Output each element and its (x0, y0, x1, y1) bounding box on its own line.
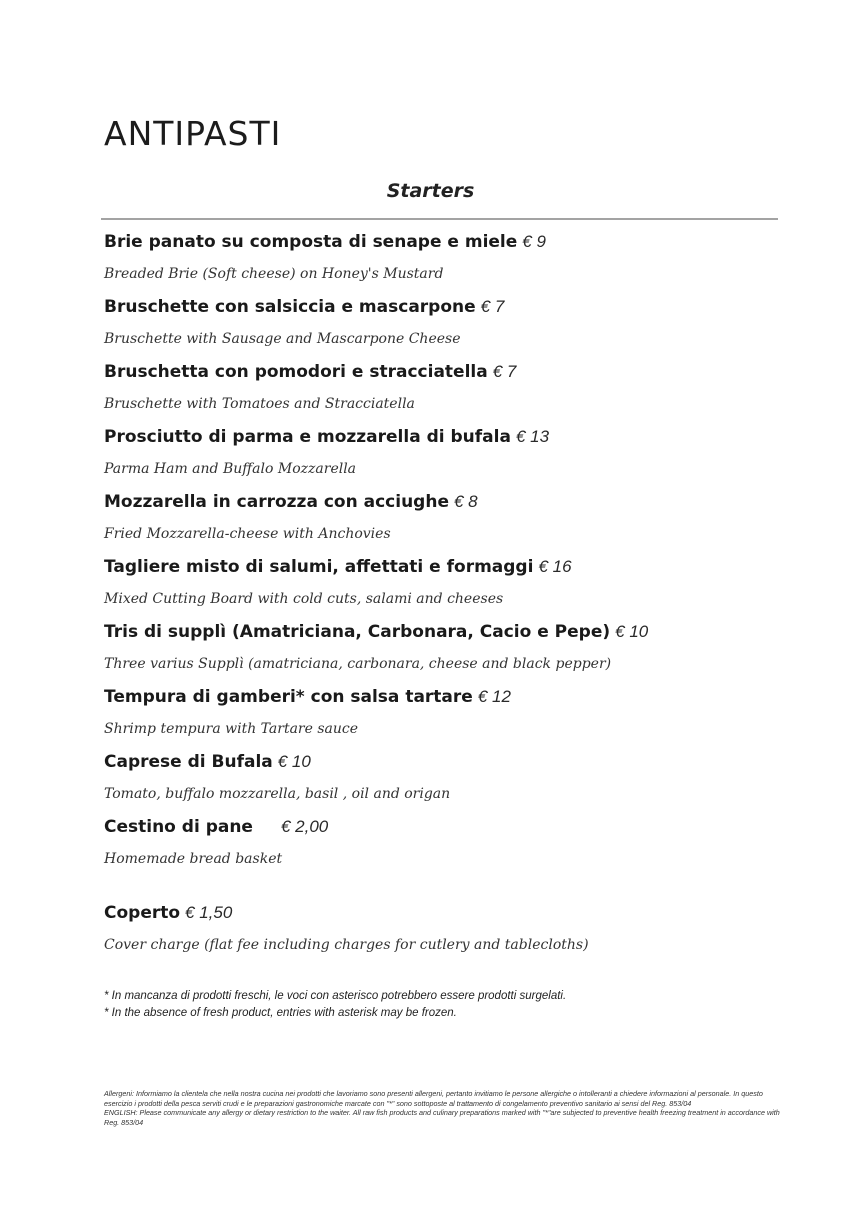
item-name: Cestino di pane (104, 817, 253, 837)
item-name: Tempura di gamberi* con salsa tartare (104, 687, 473, 707)
item-description: Homemade bread basket (104, 851, 283, 867)
item-description: Shrimp tempura with Tartare sauce (104, 721, 359, 737)
frozen-notes (104, 988, 566, 1022)
cover-charge (104, 900, 804, 965)
item-name: Tagliere misto di salumi, affettati e formaggi (104, 557, 534, 577)
item-description: Mixed Cutting Board with cold cuts, salami and cheeses (104, 591, 504, 607)
item-name: Mozzarella in carrozza con acciughe (104, 492, 449, 512)
allergen-disclaimer (104, 1089, 784, 1127)
header-divider (101, 218, 778, 220)
item-description: Bruschette with Sausage and Mascarpone Cheese (104, 331, 461, 347)
menu-item (104, 294, 804, 359)
item-price: € 8 (453, 492, 478, 511)
item-name: Prosciutto di parma e mozzarella di bufala (104, 427, 511, 447)
item-price: € 9 (522, 232, 546, 251)
item-price: € 10 (615, 622, 649, 641)
menu-item (104, 814, 804, 879)
menu-item (104, 359, 804, 424)
menu-item (104, 229, 804, 294)
item-price: € 10 (277, 752, 311, 771)
item-price: € 12 (477, 687, 511, 706)
item-name: Tris di supplì (Amatriciana, Carbonara, Cacio e Pepe) (104, 622, 611, 642)
menu-item (104, 619, 804, 684)
item-description: Parma Ham and Buffalo Mozzarella (104, 461, 357, 477)
frozen-note-italian: * In mancanza di prodotti freschi, le voci con asterisco potrebbero essere prodotti surgelati. (104, 990, 567, 1002)
item-price: € 2,00 (280, 817, 329, 836)
item-price: € 7 (480, 297, 505, 316)
item-price: € 16 (538, 557, 572, 576)
section-subtitle (0, 180, 861, 202)
menu-item (104, 684, 804, 749)
menu-list (104, 229, 804, 879)
item-name: Caprese di Bufala (104, 752, 273, 772)
cover-charge-description: Cover charge (flat fee including charges for cutlery and tablecloths) (104, 937, 589, 953)
allergen-italian: Allergeni: Informiamo la clientela che nella nostra cucina nei prodotti che lavoriamo sono presenti allergeni, pertanto invitiamo le persone allergiche o intolleranti a chiedere informazioni al personale. In questo esercizio i prodotti della pesca serviti crudi e le preparazioni gastronomiche marcate con "*" sono sottoposte al trattamento di congelamento preventivo sanitario ai sensi del Reg. 853/04 (104, 1089, 763, 1108)
subtitle-text: Starters (386, 180, 475, 202)
item-name: Brie panato su composta di senape e miele (104, 232, 518, 252)
menu-item (104, 489, 804, 554)
cover-charge-price: € 1,50 (185, 903, 233, 922)
cover-charge-name: Coperto (104, 903, 181, 923)
item-price: € 13 (515, 427, 550, 446)
item-price: € 7 (492, 362, 517, 381)
menu-item (104, 749, 804, 814)
item-description: Breaded Brie (Soft cheese) on Honey's Mustard (104, 266, 444, 282)
allergen-english: ENGLISH: Please communicate any allergy or dietary restriction to the waiter. All raw fish products and culinary preparations marked with "*"are subjected to preventive health freezing treatment in accordance with Reg. 853/04 (104, 1108, 780, 1127)
item-description: Fried Mozzarella-cheese with Anchovies (104, 526, 391, 542)
item-description: Bruschette with Tomatoes and Stracciatella (104, 396, 415, 412)
item-description: Three varius Supplì (amatriciana, carbonara, cheese and black pepper) (104, 656, 612, 672)
item-description: Tomato, buffalo mozzarella, basil , oil and origan (104, 786, 451, 802)
item-name: Bruschetta con pomodori e stracciatella (104, 362, 488, 382)
menu-item (104, 424, 804, 489)
item-name: Bruschette con salsiccia e mascarpone (104, 297, 476, 317)
page-title: ANTIPASTI (104, 114, 282, 153)
menu-item (104, 554, 804, 619)
frozen-note-english: * In the absence of fresh product, entries with asterisk may be frozen. (104, 1007, 457, 1019)
